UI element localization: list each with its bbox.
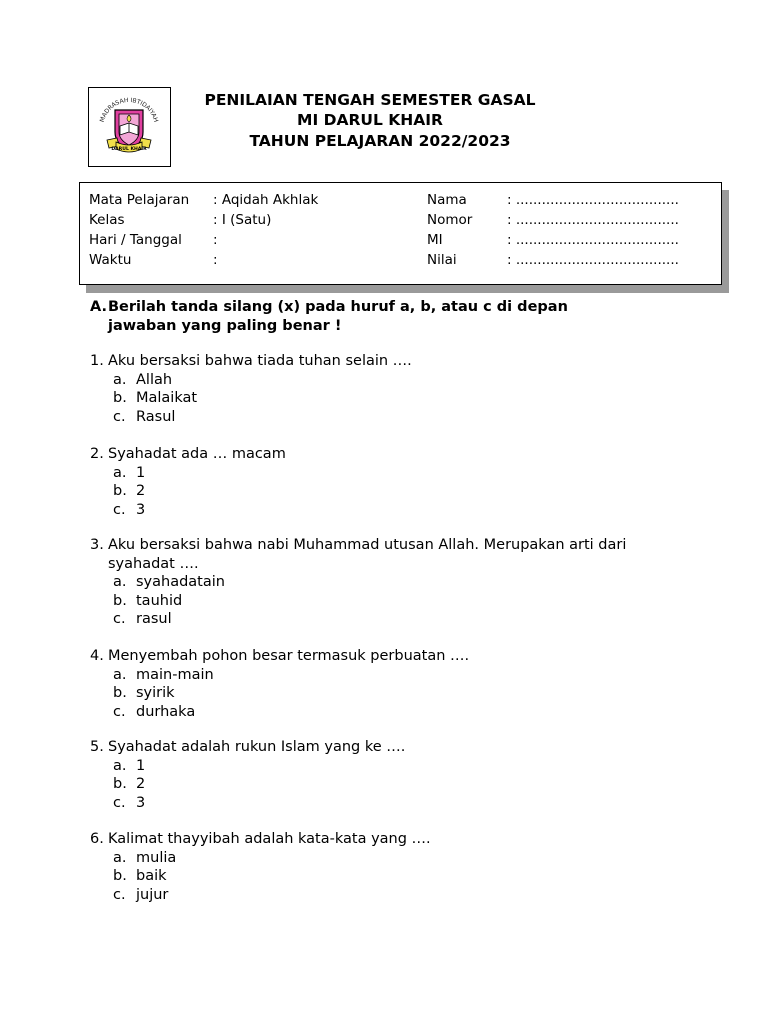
info-label-time: Waktu bbox=[89, 252, 132, 268]
question-number: 5. bbox=[90, 739, 104, 755]
question-text: Menyembah pohon besar termasuk perbuatan …. bbox=[108, 648, 470, 664]
info-label-number: Nomor bbox=[427, 212, 473, 228]
info-value-score: : ...................................... bbox=[507, 252, 679, 268]
question-number: 2. bbox=[90, 446, 104, 462]
school-logo bbox=[88, 87, 171, 167]
logo-top-text: MADRASAH IBTIDAIYAH bbox=[98, 96, 160, 124]
section-instruction: Berilah tanda silang (x) pada huruf a, b, atau c di depan jawaban yang paling benar ! bbox=[108, 299, 568, 334]
info-label-name: Nama bbox=[427, 192, 467, 208]
info-value-mi: : ...................................... bbox=[507, 232, 679, 248]
question-number: 3. bbox=[90, 537, 104, 553]
logo-bottom-text: DARUL KHAIR bbox=[111, 147, 147, 152]
school-name: MI DARUL KHAIR bbox=[297, 111, 443, 129]
info-value-time: : bbox=[213, 252, 218, 268]
question-text: Syahadat adalah rukun Islam yang ke …. bbox=[108, 739, 406, 755]
exam-title: PENILAIAN TENGAH SEMESTER GASAL bbox=[204, 91, 536, 109]
section-letter: A. bbox=[90, 299, 107, 315]
student-info-box bbox=[79, 182, 722, 285]
question-text: Aku bersaksi bahwa tiada tuhan selain …. bbox=[108, 353, 412, 369]
info-value-number: : ...................................... bbox=[507, 212, 679, 228]
question-text: Aku bersaksi bahwa nabi Muhammad utusan Allah. Merupakan arti dari syahadat …. bbox=[108, 537, 627, 572]
school-crest-icon bbox=[89, 88, 170, 166]
info-label-mi: MI bbox=[427, 232, 443, 248]
question-number: 4. bbox=[90, 648, 104, 664]
info-value-subject: : Aqidah Akhlak bbox=[213, 192, 319, 208]
info-label-score: Nilai bbox=[427, 252, 457, 268]
academic-year: TAHUN PELAJARAN 2022/2023 bbox=[249, 132, 511, 150]
question-text: Kalimat thayyibah adalah kata-kata yang …. bbox=[108, 831, 431, 847]
info-label-date: Hari / Tanggal bbox=[89, 232, 182, 248]
question-number: 1. bbox=[90, 353, 104, 369]
info-label-class: Kelas bbox=[89, 212, 125, 228]
info-value-name: : ...................................... bbox=[507, 192, 679, 208]
question-number: 6. bbox=[90, 831, 104, 847]
info-label-subject: Mata Pelajaran bbox=[89, 192, 190, 208]
info-value-class: : I (Satu) bbox=[213, 212, 272, 228]
info-value-date: : bbox=[213, 232, 218, 248]
question-text: Syahadat ada … macam bbox=[108, 446, 286, 462]
